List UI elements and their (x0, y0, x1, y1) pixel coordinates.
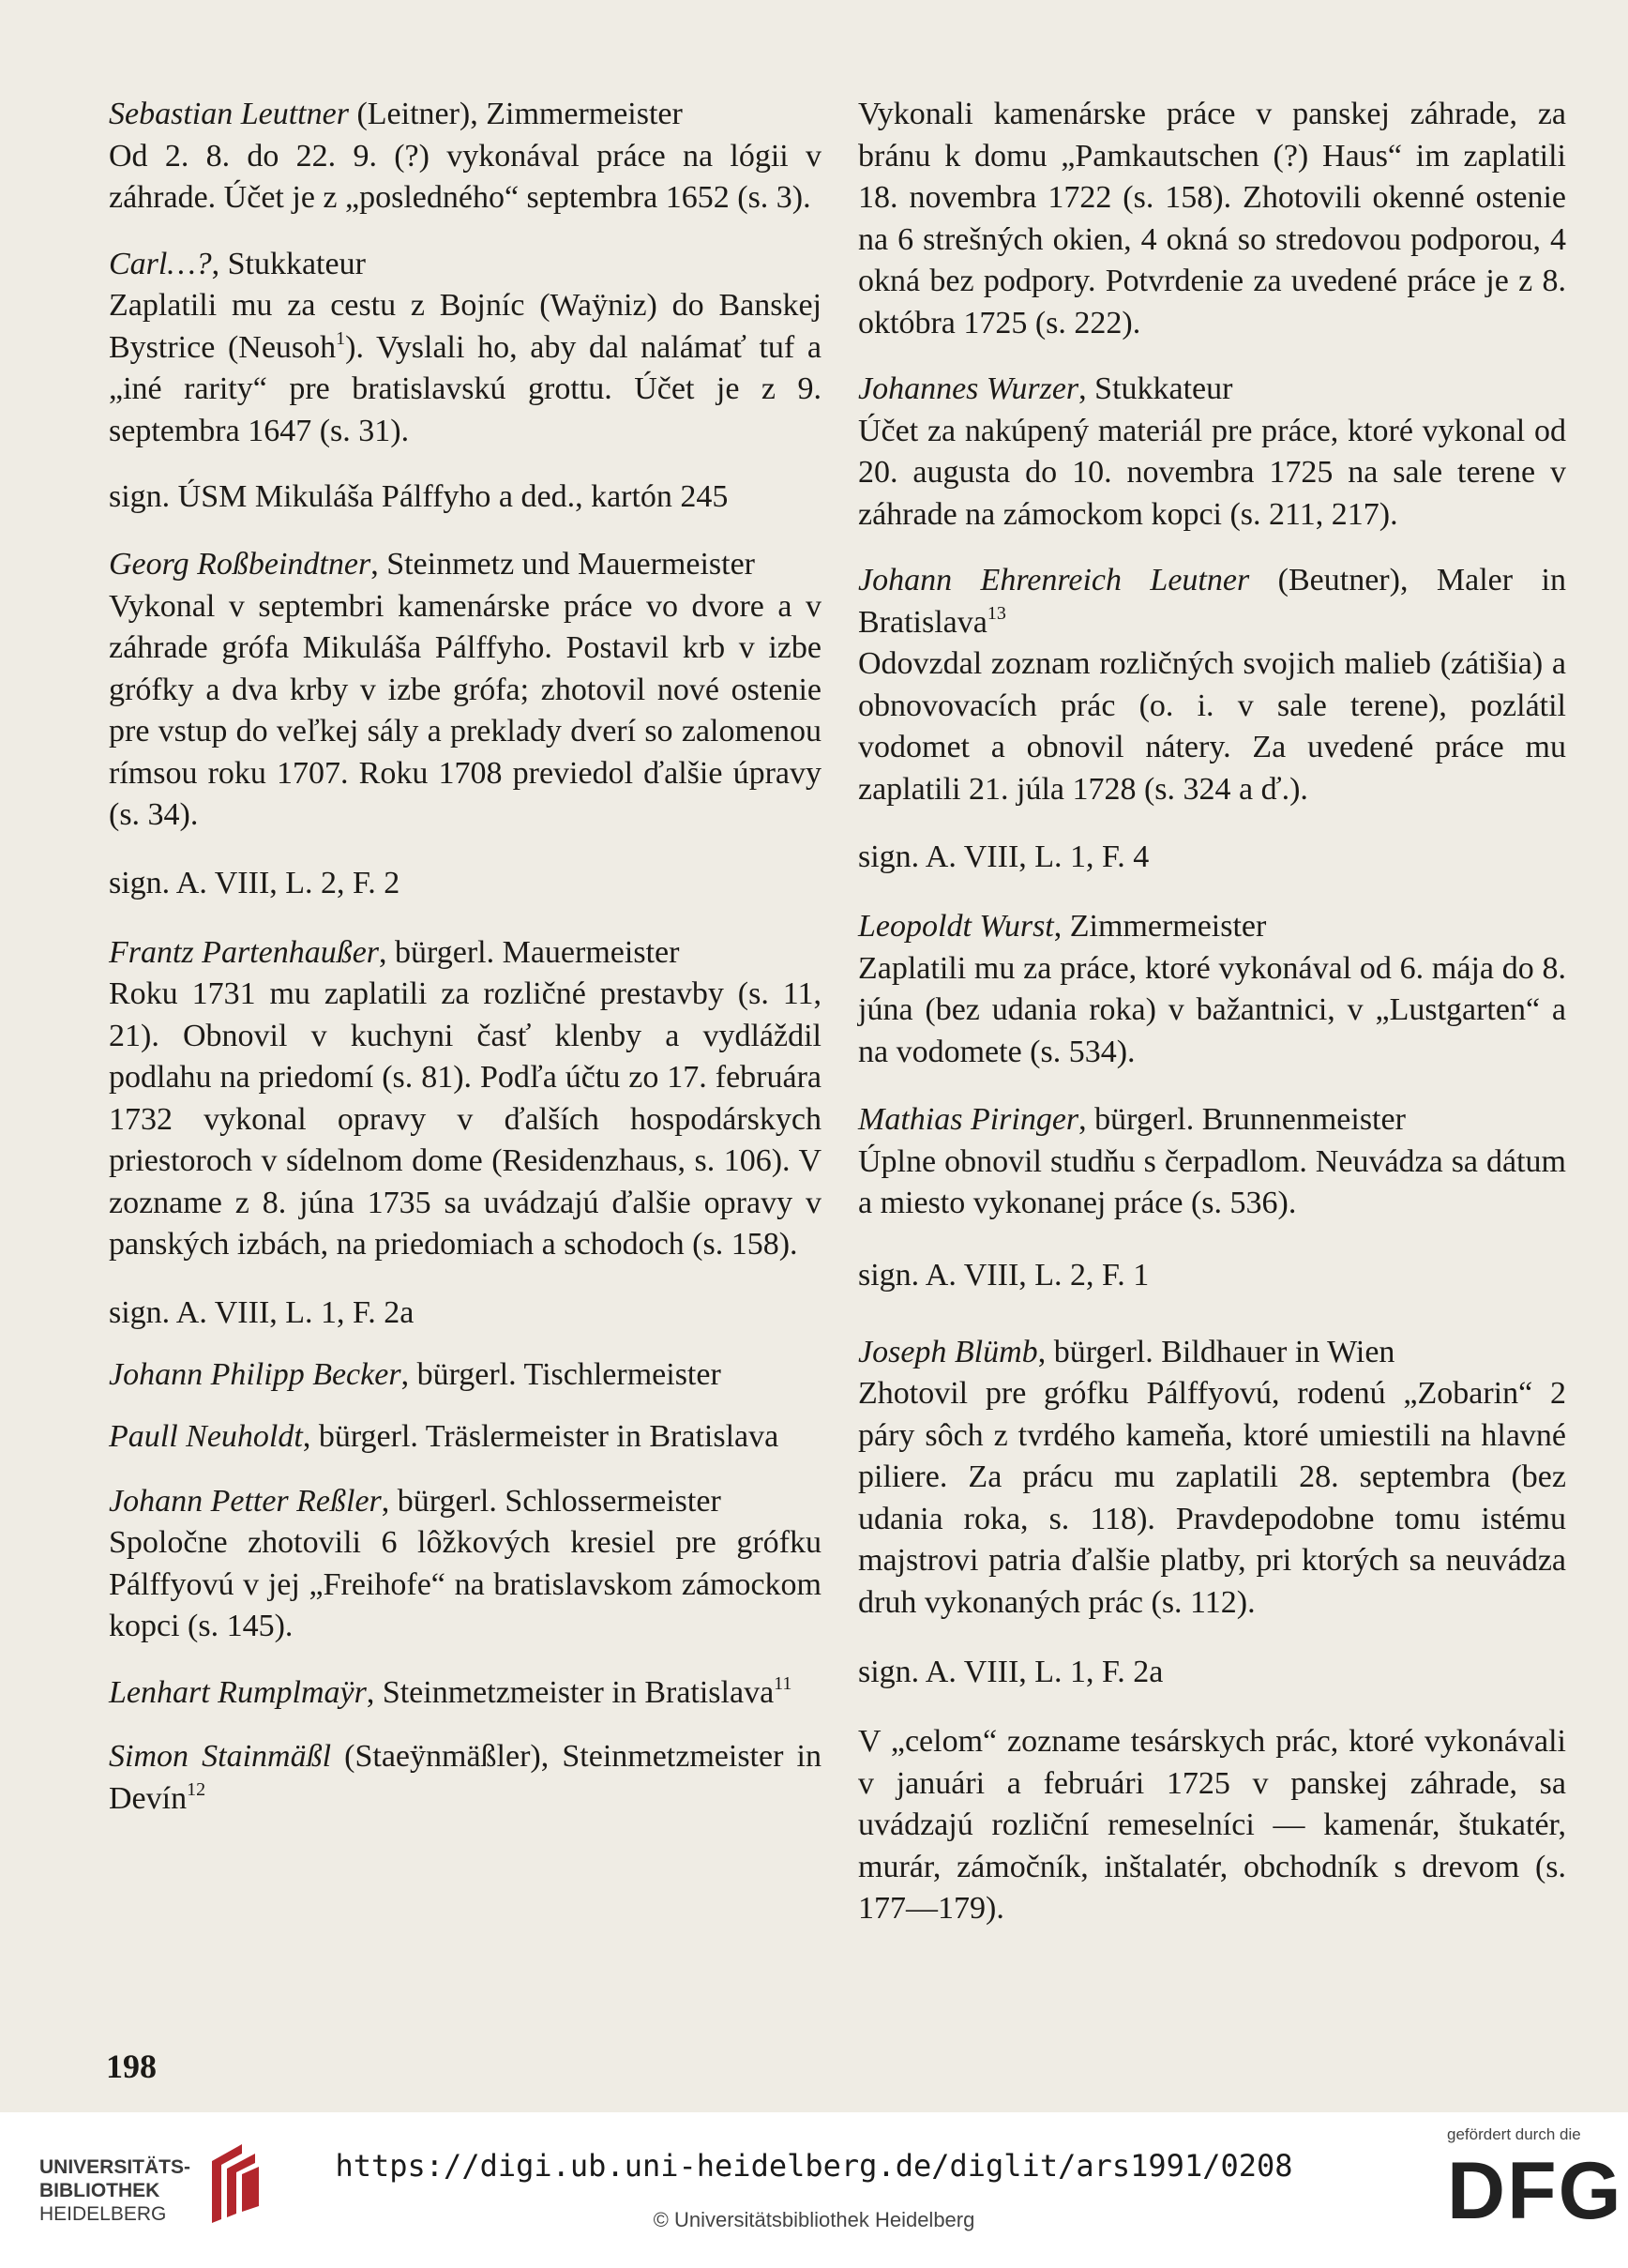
entry-blumb (858, 1332, 1566, 1625)
library-name-line2: BIBLIOTHEK (39, 2180, 160, 2201)
footnote-ref: 12 (187, 1778, 206, 1800)
entry-heading (109, 94, 822, 136)
signature-ref: sign. A. VIII, L. 1, F. 2a (858, 1655, 1164, 1689)
entry-rossbeindtner (109, 544, 822, 837)
entry-name: Johannes Wurzer (858, 371, 1079, 406)
footnote-ref: 13 (987, 602, 1006, 624)
entry-title: , Steinmetzmeister in Bratislava (366, 1674, 775, 1710)
entry-carl (109, 244, 822, 453)
entry-partenhausser (109, 932, 822, 1266)
entry-text: Zaplatili mu za cestu z Bojníc (Waÿniz) do Banskej Bystrice (Neusoh (109, 288, 822, 365)
entry-text: Zaplatili mu za práce, ktoré vykonával od 6. mája do 8. júna (bez udania roka) v bažantnici, v „Lustgarten“ a na vodomete (s. 534). (858, 950, 1566, 1069)
entry-title: , bürgerl. Tischlermeister (400, 1356, 721, 1392)
footnote-ref: 11 (774, 1672, 792, 1694)
continuation-paragraph: Vykonali kamenárske práce v panskej záhrade, za bránu k domu „Pamkautschen (?) Haus“ im zaplatili 18. novembra 1722 (s. 158). Zhotovili okenné ostenie na 6 strešných okien, 4 okná so stredovou podporou, 4 okná bez podpory. Potvrdenie za uvedené práce je z 8. októbra 1725 (s. 222). (858, 97, 1566, 340)
entry-heading (858, 1099, 1566, 1142)
entry-heading (858, 906, 1566, 948)
entry-title: , bürgerl. Bildhauer in Wien (1037, 1334, 1395, 1369)
entry-text: Spoločne zhotovili 6 lôžkových kresiel pre grófku Pálffyovú v jej „Freihofe“ na bratislavskom zámockom kopci (s. 145). (109, 1525, 822, 1643)
entry-title: , Stukkateur (211, 246, 366, 281)
entry-heading (858, 1332, 1566, 1374)
entry-wurst (858, 906, 1566, 1073)
footnote-ref: 1 (336, 327, 346, 349)
entry-name: Carl…? (109, 246, 212, 281)
entry-name: Georg Roßbeindtner (109, 547, 371, 582)
entry-title: (Beutner), Maler in Bratislava (858, 563, 1566, 640)
signature-ref: sign. A. VIII, L. 2, F. 2 (109, 865, 400, 900)
entry-text: Zhotovil pre grófku Pálffyovú, rodenú „Zobarin“ 2 páry sôch z tvrdého kameňa, ktoré umiestili na hlavné piliere. Za prácu mu zaplatili 28. septembra (bez udania roka, s. 118). Pravdepodobne tomu istému majstrovi patria ďalšie platby, pri ktorých sa neuvádza druh vykonaných prác (s. 112). (858, 1376, 1566, 1620)
right-column (858, 94, 1566, 1930)
entry-text: Roku 1731 mu zaplatili za rozličné prestavby (s. 11, 21). Obnovil v kuchyni časť klenby a vydláždil podlahu na priedomí (s. 81). Podľa účtu zo 17. februára 1732 vykonal opravy v ďalších hospodárskych priestoroch v sídelnom dome (Residenzhaus, s. 106). V zozname z 8. júna 1735 sa uvádzajú ďalšie opravy v panských izbách, na priedomiach a schodoch (s. 158). (109, 976, 822, 1262)
entry-name: Johann Petter Reßler (109, 1483, 382, 1519)
entry-title: , bürgerl. Mauermeister (379, 934, 680, 970)
entry-name: Simon Stainmäßl (109, 1739, 332, 1774)
entry-title: , Stukkateur (1078, 371, 1233, 406)
left-column (109, 94, 822, 1820)
entry-title: , bürgerl. Schlossermeister (381, 1483, 721, 1519)
entry-rumplmayr (109, 1672, 822, 1715)
entry-text: Od 2. 8. do 22. 9. (?) vykonával práce na lógii v záhrade. Účet je z „posledného“ septembra 1652 (s. 3). (109, 138, 822, 215)
entry-title: , Zimmermeister (1053, 909, 1267, 944)
entry-name: Paull Neuholdt (109, 1419, 303, 1454)
entry-heading (109, 1416, 822, 1459)
entry-piringer (858, 1099, 1566, 1225)
signature-ref: sign. ÚSM Mikuláša Pálffyho a ded., kartón 245 (109, 479, 729, 514)
entry-heading (858, 563, 1566, 640)
library-name-line3: HEIDELBERG (39, 2203, 167, 2225)
entry-name: Frantz Partenhaußer (109, 934, 380, 970)
signature-ref: sign. A. VIII, L. 2, F. 1 (858, 1257, 1150, 1293)
entry-title: (Leitner), Zimmermeister (348, 97, 683, 131)
entry-heading (109, 1354, 822, 1397)
entry-becker (109, 1354, 822, 1397)
entry-title: , bürgerl. Träslermeister in Bratislava (302, 1419, 779, 1454)
funding-label: gefördert durch die (1447, 2125, 1581, 2143)
copyright-notice: © Universitätsbibliothek Heidelberg (653, 2208, 975, 2231)
dfg-logo: DFG (1447, 2146, 1623, 2236)
source-url-link[interactable]: https://digi.ub.uni-heidelberg.de/diglit/ars1991/0208 (335, 2148, 1293, 2184)
library-name-line1: UNIVERSITÄTS- (39, 2156, 191, 2178)
entry-heading (109, 244, 822, 286)
entry-name: Sebastian Leuttner (109, 97, 349, 131)
entry-name: Johann Ehrenreich Leutner (858, 563, 1250, 597)
entry-name: Johann Philipp Becker (109, 1356, 401, 1392)
entry-title: , Steinmetz und Mauermeister (370, 547, 755, 582)
entry-leuttner (109, 94, 822, 219)
entry-text: Účet za nakúpený materiál pre práce, ktoré vykonal od 20. augusta do 10. novembra 1725 na sale terene v záhrade na zámockom kopci (s. 211, 217). (858, 413, 1566, 532)
entry-name: Leopoldt Wurst (858, 909, 1054, 944)
signature-ref: sign. A. VIII, L. 1, F. 4 (858, 839, 1150, 874)
entry-leutner (858, 560, 1566, 810)
entry-text: Úplne obnovil studňu s čerpadlom. Neuvádza sa dátum a miesto vykonanej práce (s. 536). (858, 1143, 1566, 1220)
footer-bar (0, 2112, 1628, 2268)
entry-heading (109, 544, 822, 586)
entry-heading (858, 369, 1566, 411)
entry-name: Lenhart Rumplmaÿr (109, 1674, 367, 1710)
signature-ref: sign. A. VIII, L. 1, F. 2a (109, 1294, 415, 1330)
entry-title: , bürgerl. Brunnenmeister (1078, 1102, 1406, 1137)
page-number: 198 (106, 2048, 157, 2085)
entry-name: Joseph Blümb (858, 1334, 1038, 1369)
entry-neuholdt (109, 1416, 822, 1459)
entry-name: Mathias Piringer (858, 1102, 1079, 1137)
entry-text-cont: ). Vyslali ho, aby dal nalámať tuf a „iné rarity“ pre bratislavskú grottu. Účet je z 9. septembra 1647 (s. 31). (109, 329, 822, 448)
entry-stainmassl (109, 1736, 822, 1820)
entry-title: (Staeÿnmäßler), Steinmetzmeister in Devín (109, 1739, 822, 1816)
entry-heading (109, 932, 822, 975)
entry-heading (109, 1481, 822, 1523)
entry-ressler (109, 1481, 822, 1648)
entry-wurzer (858, 369, 1566, 536)
entry-text: Vykonal v septembri kamenárske práce vo dvore a v záhrade grófa Mikuláša Pálffyho. Postavil krb v izbe grófky a dva krby v izbe grófa; zhotovil nové ostenie pre vstup do veľkej sály a preklady dverí so zalomenou rímsou roku 1707. Roku 1708 previedol ďalšie úpravy (s. 34). (109, 588, 822, 832)
entry-text: Odovzdal zoznam rozličných svojich malieb (zátišia) a obnovovacích prác (o. i. v sale terene), pozlátil vodomet a obnovil nátery. Za uvedené práce mu zaplatili 21. júla 1728 (s. 324 a ď.). (858, 646, 1566, 807)
closing-paragraph: V „celom“ zozname tesárskych prác, ktoré vykonávali v januári a februári 1725 v panskej záhrade, sa uvádzajú rozliční remeselníci — kamenár, štukatér, murár, zámočník, inštalatér, obchodník s drevom (s. 177—179). (858, 1724, 1566, 1926)
